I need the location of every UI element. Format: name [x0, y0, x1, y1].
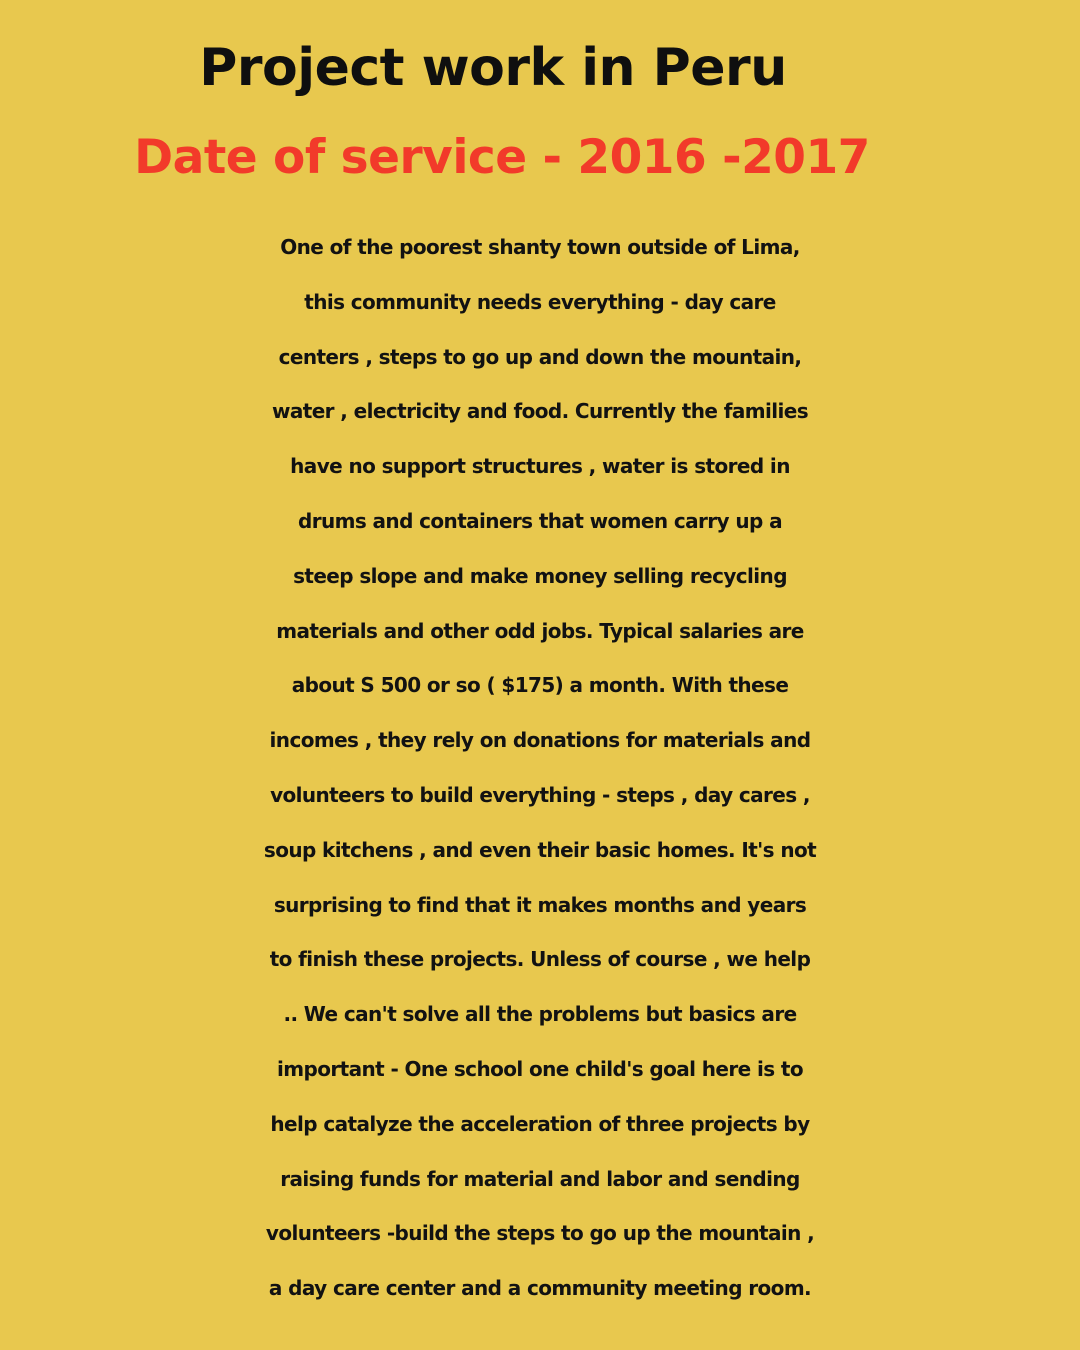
paragraph-line: important - One school one child's goal here is to [277, 1056, 803, 1081]
paragraph-line: this community needs everything - day care [304, 289, 776, 314]
paragraph-line: steep slope and make money selling recycling [293, 563, 787, 588]
page-title: Project work in Peru [199, 38, 787, 98]
paragraph-line: raising funds for material and labor and sending [280, 1166, 800, 1191]
paragraph-line: a day care center and a community meeting room. [268, 1276, 812, 1301]
paragraph-line: about S 500 or so ( $175) a month. With these [291, 673, 789, 698]
service-date-subtitle: Date of service - 2016 -2017 [134, 130, 870, 185]
paragraph-line: One of the poorest shanty town outside of Lima, [280, 235, 800, 259]
paragraph-line: centers , steps to go up and down the mountain, [278, 344, 802, 369]
paragraph-line: materials and other odd jobs. Typical salaries are [276, 618, 804, 643]
paragraph-line: incomes , they rely on donations for materials and [269, 728, 811, 753]
paragraph-line: surprising to find that it makes months and years [273, 892, 807, 917]
paragraph-line: volunteers -build the steps to go up the mountain , [265, 1221, 815, 1246]
paragraph-line: volunteers to build everything - steps , day cares , [270, 782, 810, 807]
paragraph-line: to finish these projects. Unless of course , we help [269, 947, 811, 972]
paragraph-line: water , electricity and food. Currently the families [271, 399, 808, 424]
paragraph-line: soup kitchens , and even their basic homes. It's not [263, 837, 817, 862]
paragraph-line: help catalyze the acceleration of three projects by [270, 1111, 810, 1136]
paragraph-line: .. We can't solve all the problems but basics are [283, 1002, 797, 1027]
paragraph-line: drums and containers that women carry up a [298, 508, 782, 533]
description-paragraph [0, 220, 1080, 1316]
paragraph-line: have no support structures , water is stored in [290, 454, 790, 479]
